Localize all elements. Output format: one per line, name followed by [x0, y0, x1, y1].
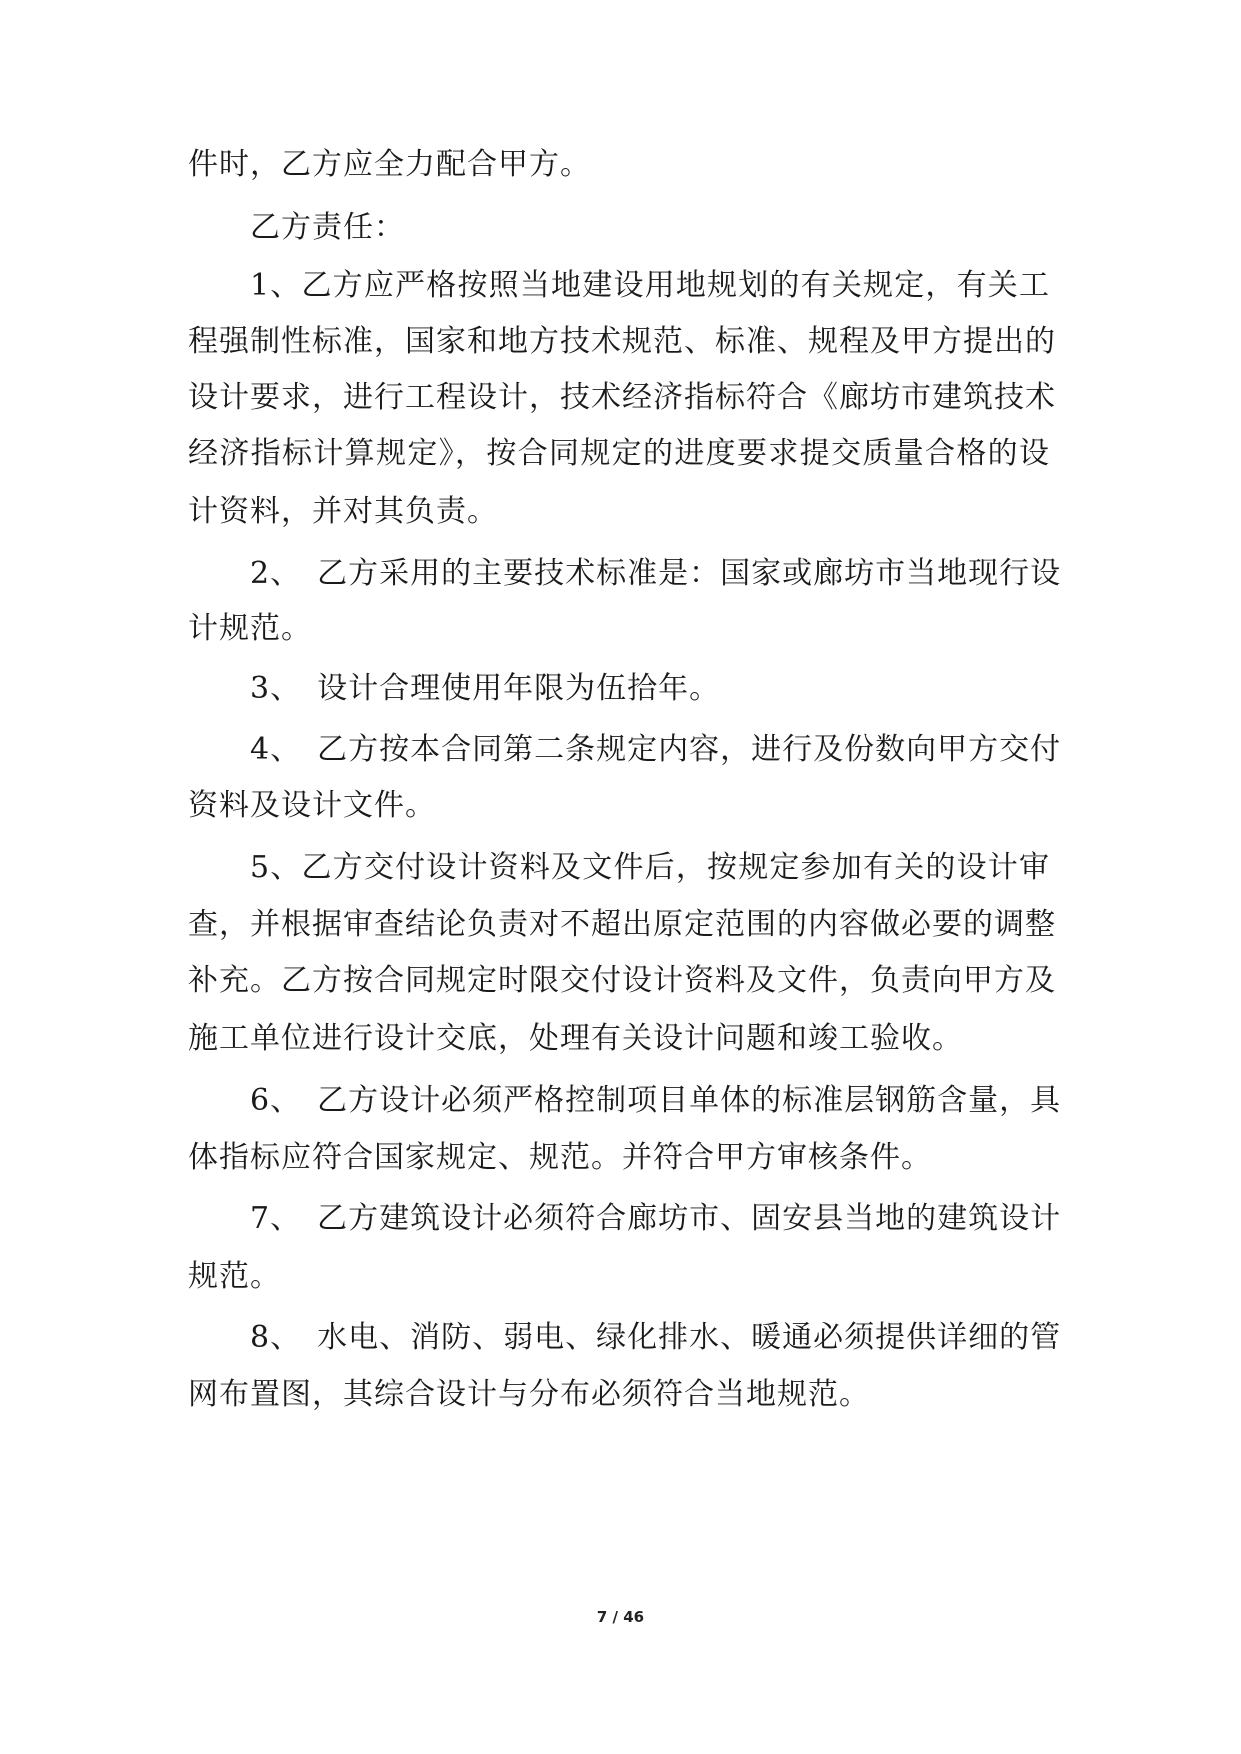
text-line: 5、乙方交付设计资料及文件后，按规定参加有关的设计审 [250, 850, 1050, 885]
text-line: 网布置图，其综合设计与分布必须符合当地规范。 [188, 1377, 870, 1412]
text-line: 施工单位进行设计交底，处理有关设计问题和竣工验收。 [188, 1021, 963, 1056]
text-line: 计资料，并对其负责。 [188, 494, 498, 529]
section-heading: 乙方责任： [250, 210, 405, 245]
text-line: 1、乙方应严格按照当地建设用地规划的有关规定，有关工 [250, 268, 1050, 303]
text-line: 4、 乙方按本合同第二条规定内容，进行及份数向甲方交付 [250, 732, 1062, 767]
text-line: 体指标应符合国家规定、规范。并符合甲方审核条件。 [188, 1140, 932, 1175]
text-line: 3、 设计合理使用年限为伍拾年。 [250, 671, 721, 706]
text-line: 8、 水电、消防、弱电、绿化排水、暖通必须提供详细的管 [250, 1320, 1062, 1355]
text-line: 2、 乙方采用的主要技术标准是：国家或廊坊市当地现行设 [250, 556, 1062, 591]
text-line: 计规范。 [188, 611, 312, 646]
text-line: 设计要求，进行工程设计，技术经济指标符合《廊坊市建筑技术 [188, 380, 1056, 415]
text-line: 补充。乙方按合同规定时限交付设计资料及文件，负责向甲方及 [188, 963, 1056, 998]
text-line: 7、 乙方建筑设计必须符合廊坊市、固安县当地的建筑设计 [250, 1201, 1062, 1236]
text-line: 件时，乙方应全力配合甲方。 [188, 147, 591, 182]
text-line: 资料及设计文件。 [188, 788, 436, 823]
text-line: 规范。 [188, 1259, 281, 1294]
text-line: 6、 乙方设计必须严格控制项目单体的标准层钢筋含量，具 [250, 1083, 1062, 1118]
text-line: 查，并根据审查结论负责对不超出原定范围的内容做必要的调整 [188, 907, 1056, 942]
text-line: 程强制性标准，国家和地方技术规范、标准、规程及甲方提出的 [188, 324, 1056, 359]
text-line: 经济指标计算规定》，按合同规定的进度要求提交质量合格的设 [188, 436, 1050, 471]
page-number: 7 / 46 [596, 1608, 645, 1626]
